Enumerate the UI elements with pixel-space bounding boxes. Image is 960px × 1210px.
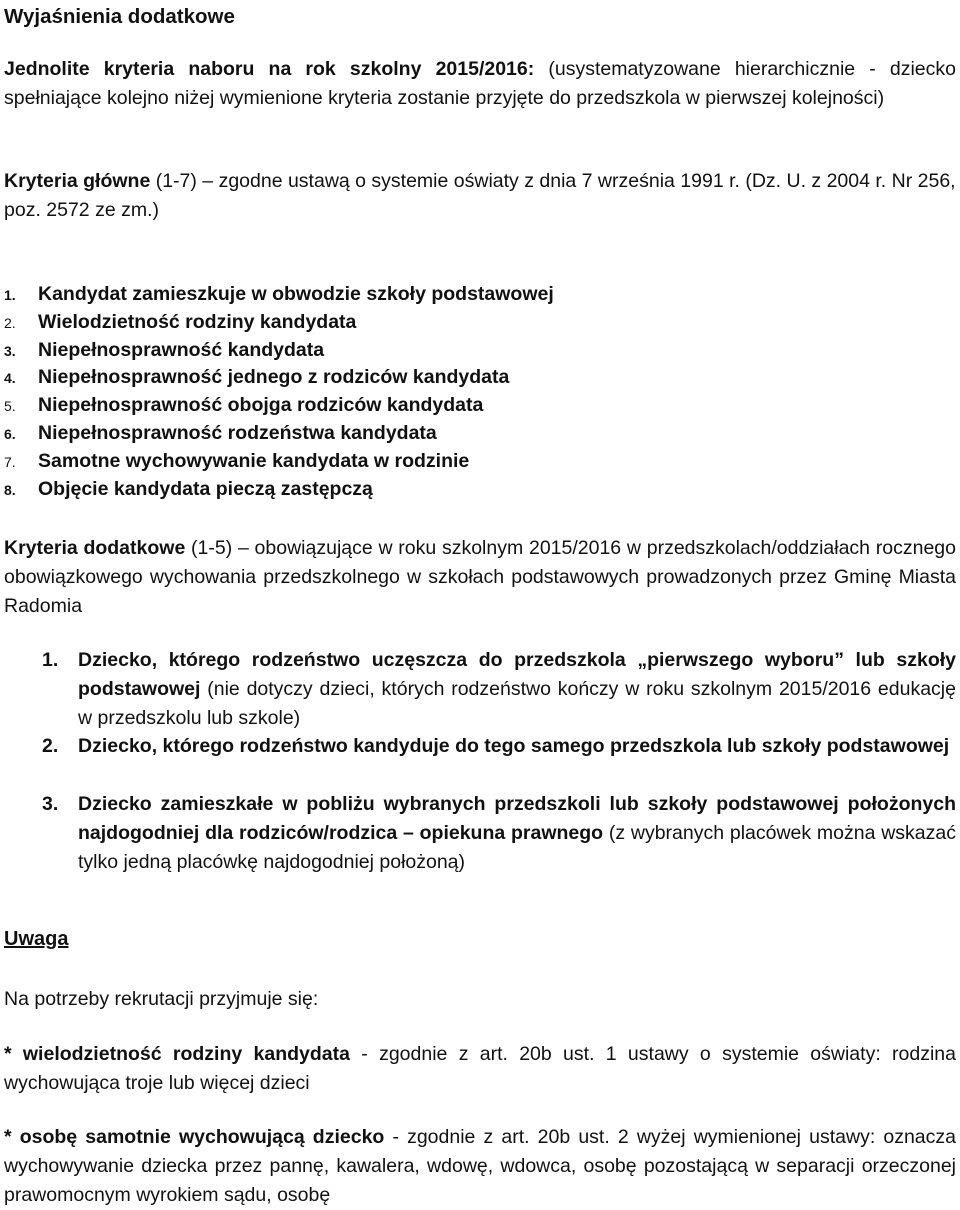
main-criteria-description: (1-7) – zgodne ustawą o systemie oświaty z dnia 7 września 1991 r. (Dz. U. z 2004 r. Nr 256, poz. 2572 ze zm.)	[4, 170, 956, 221]
recruitment-intro-paragraph	[4, 55, 956, 113]
list-item	[42, 732, 956, 790]
additional-criteria-description: (1-5) – obowiązujące w roku szkolnym 2015/2016 w przedszkolach/oddziałach rocznego obowiązkowego wychowania przedszkolnego w szkołach podstawowych prowadzonych przez Gminę Miasta Radomia	[4, 537, 956, 617]
recruitment-intro-bold: Jednolite kryteria naboru na rok szkolny 2015/2016:	[4, 58, 535, 80]
list-item-number: 1.	[42, 649, 59, 671]
list-item	[4, 420, 554, 448]
list-item-number: 8.	[4, 481, 16, 498]
list-item-bold-text: Dziecko, którego rodzeństwo uczęszcza do przedszkola „pierwszego wyboru” lub szkoły podstawowej	[78, 649, 956, 700]
definition-term: * osobę samotnie wychowującą dziecko	[4, 1126, 385, 1148]
list-item	[4, 476, 554, 504]
list-item-text: Objęcie kandydata pieczą zastępczą	[38, 477, 373, 500]
additional-criteria-list	[42, 646, 956, 877]
list-item	[4, 364, 554, 392]
list-item-number: 2.	[42, 735, 59, 757]
list-item	[42, 646, 956, 732]
list-item-text: (nie dotyczy dzieci, których rodzeństwo kończy w roku szkolnym 2015/2016 edukację w przedszkolu lub szkole)	[78, 678, 956, 729]
list-item-number: 6.	[4, 425, 16, 442]
definition-large-family	[4, 1040, 956, 1098]
list-item	[42, 790, 956, 877]
list-item-number: 3.	[4, 342, 16, 359]
list-item-text: Wielodzietność rodziny kandydata	[38, 310, 357, 333]
additional-criteria-intro	[4, 534, 956, 621]
definition-single-parent	[4, 1123, 956, 1210]
list-item-text: Kandydat zamieszkuje w obwodzie szkoły podstawowej	[38, 283, 554, 305]
recruitment-intro-text: (usystematyzowane hierarchicznie - dziecko spełniające kolejno niżej wymienione kryteria zostanie przyjęte do przedszkola w pierwszej kolejności)	[4, 58, 956, 109]
definition-text: - zgodnie z art. 20b ust. 2 wyżej wymienionej ustawy: oznacza wychowywanie dziecka przez pannę, kawalera, wdowę, wdowca, osobę pozostającą w separacji orzeczonej prawomocnym wyrokiem sądu, osobę	[4, 1126, 956, 1206]
list-item	[4, 337, 554, 365]
list-item-text: Niepełnosprawność jednego z rodziców kandydata	[38, 366, 510, 389]
list-item-number: 1.	[4, 287, 16, 303]
list-item-bold-text: Dziecko zamieszkałe w pobliżu wybranych przedszkoli lub szkoły podstawowej położonych najdogodniej dla rodziców/rodzica – opiekuna prawnego	[78, 793, 956, 844]
list-item-bold-text: Dziecko, którego rodzeństwo kandyduje do tego samego przedszkola lub szkoły podstawowej	[78, 735, 950, 757]
definition-term: * wielodzietność rodziny kandydata	[4, 1043, 350, 1065]
list-item	[4, 309, 554, 337]
list-item-text: (z wybranych placówek można wskazać tylko jedną placówkę najdogodniej położoną)	[78, 822, 957, 873]
list-item-number: 3.	[42, 793, 59, 815]
list-item	[4, 392, 554, 420]
main-criteria-intro	[4, 167, 956, 225]
note-heading: Uwaga	[4, 928, 69, 950]
list-item	[4, 448, 554, 476]
page-title: Wyjaśnienia dodatkowe	[4, 5, 235, 28]
definitions-intro: Na potrzeby rekrutacji przyjmuje się:	[4, 988, 319, 1010]
list-item-text: Niepełnosprawność rodzeństwa kandydata	[38, 421, 437, 444]
main-criteria-list	[4, 281, 554, 503]
list-item-text: Niepełnosprawność obojga rodziców kandydata	[38, 394, 484, 417]
list-item-text: Niepełnosprawność kandydata	[38, 338, 325, 361]
additional-criteria-label: Kryteria dodatkowe	[4, 537, 186, 559]
list-item	[4, 281, 554, 309]
definition-text: - zgodnie z art. 20b ust. 1 ustawy o systemie oświaty: rodzina wychowująca troje lub więcej dzieci	[4, 1043, 956, 1094]
list-item-number: 5.	[4, 398, 16, 415]
main-criteria-label: Kryteria główne	[4, 170, 151, 192]
list-item-number: 4.	[4, 370, 16, 387]
list-item-number: 7.	[4, 453, 16, 470]
list-item-text: Samotne wychowywanie kandydata w rodzinie	[38, 449, 470, 472]
list-item-number: 2.	[4, 314, 16, 331]
